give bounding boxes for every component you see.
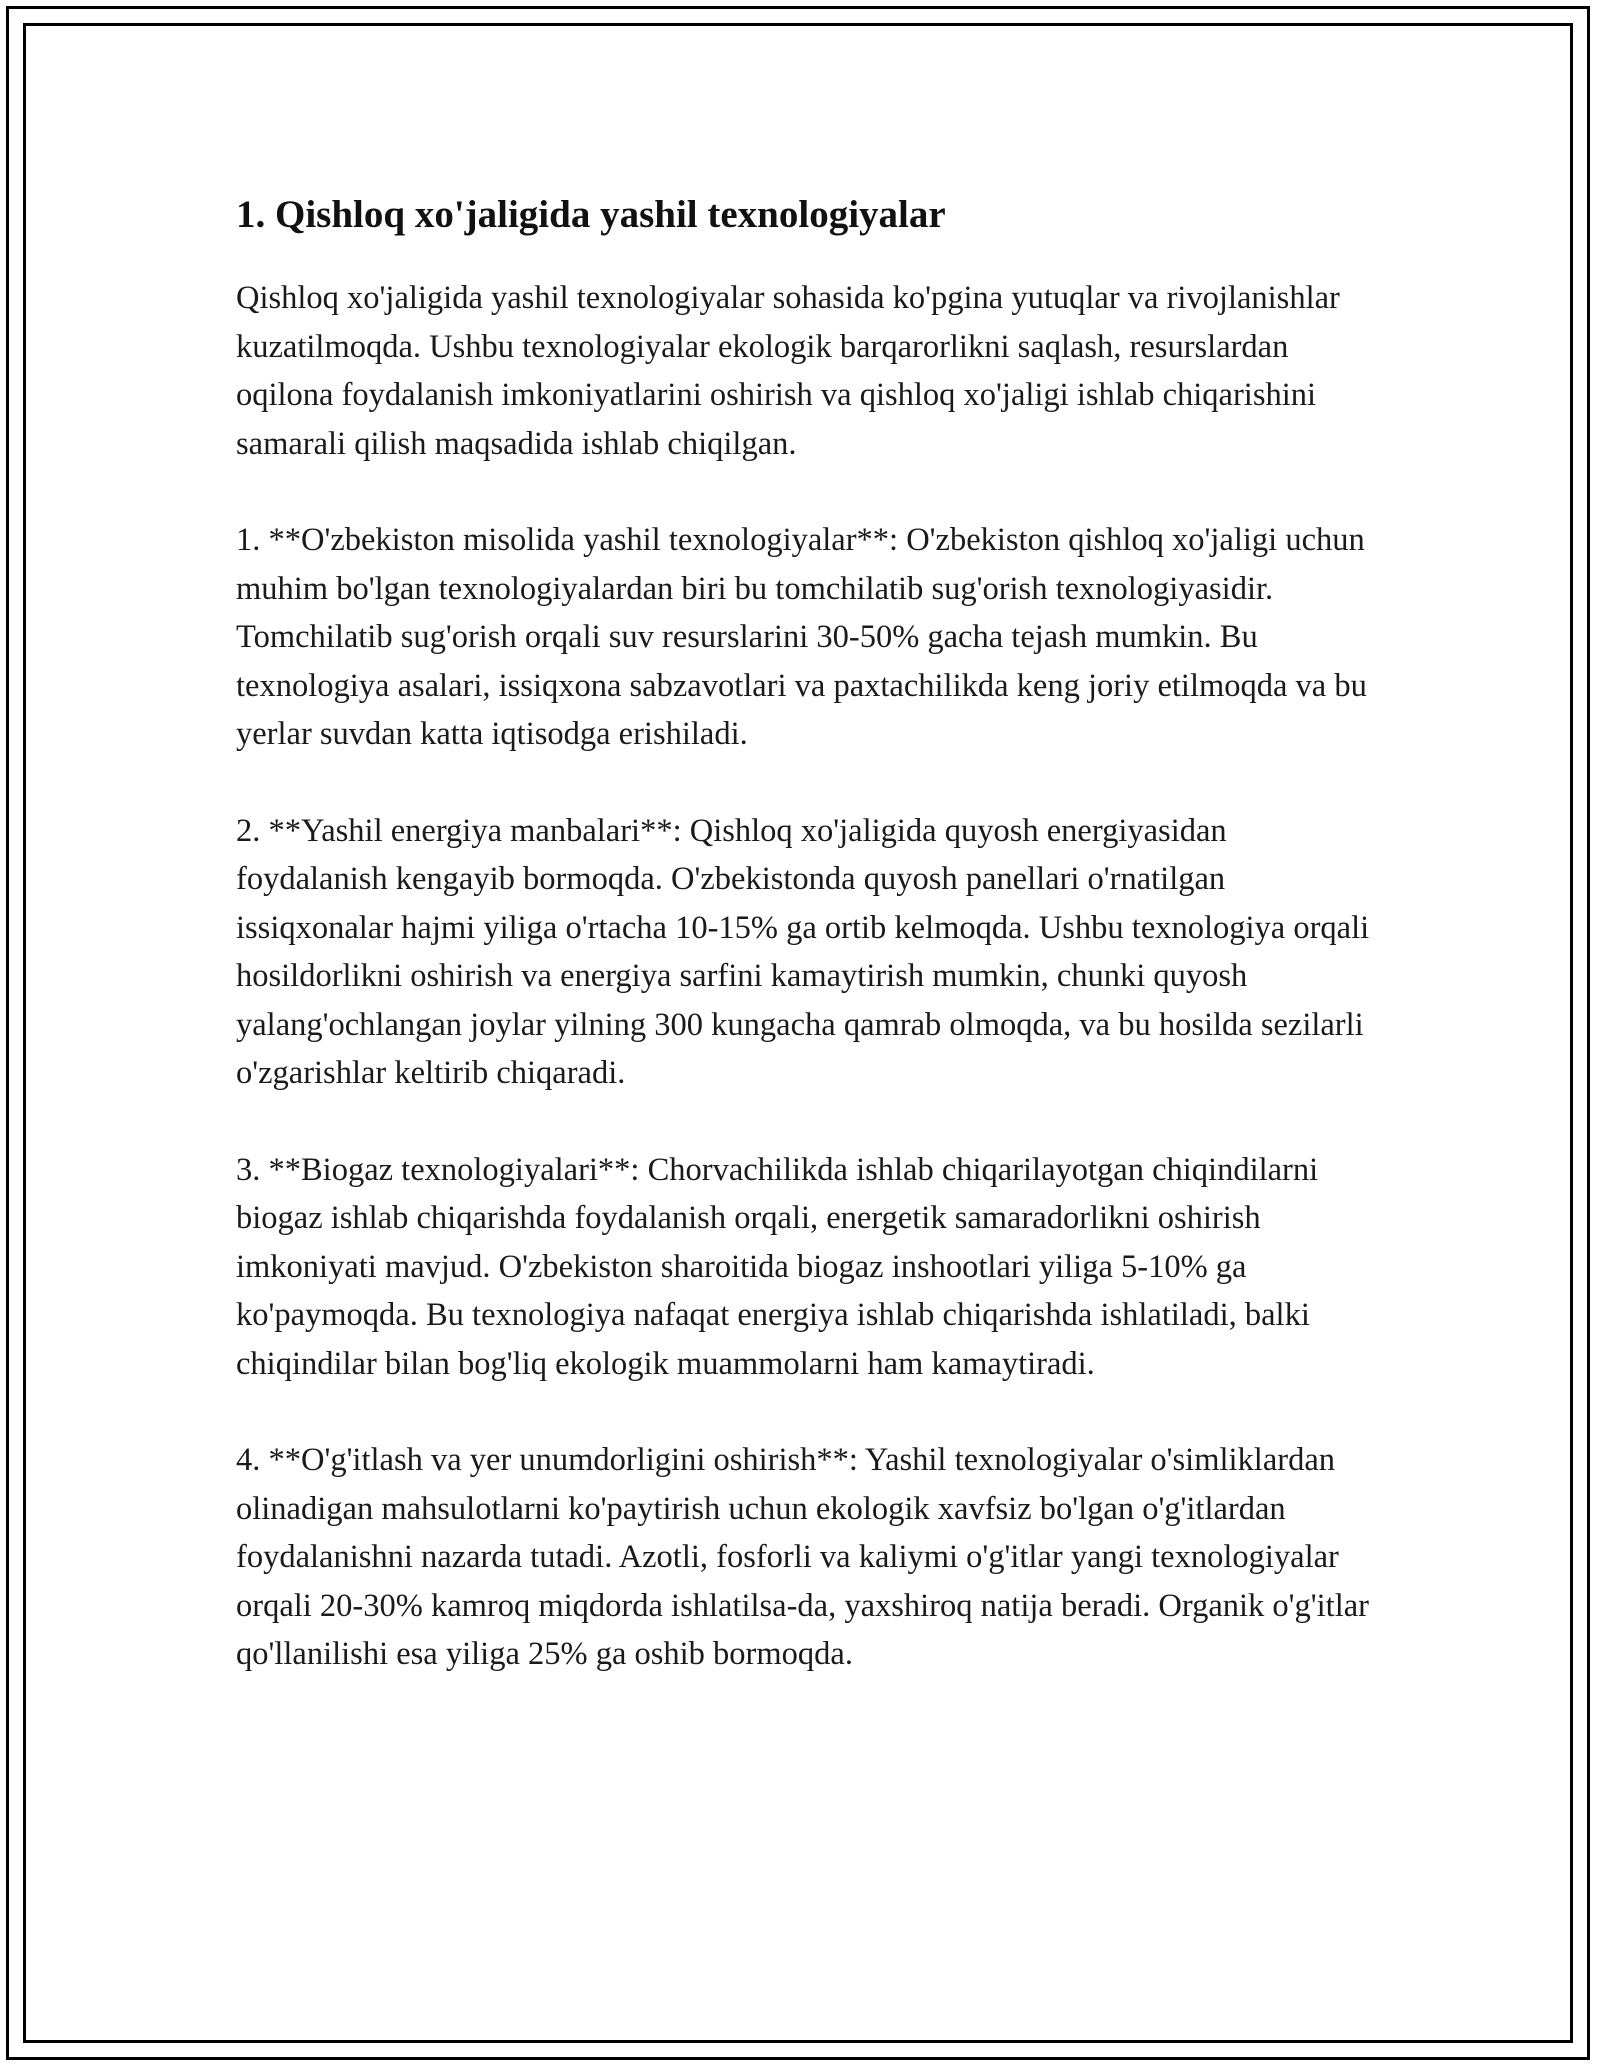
paragraph-biogas: 3. **Biogaz texnologiyalari**: Chorvachilikda ishlab chiqarilayotgan chiqindilarni biogaz ishlab chiqarishda foydalanish orqali, energetik samaradorlikni oshirish imkoniyati mavjud. O'zbekiston sharoitida biogaz inshootlari yiliga 5-10% ga ko'paymoqda. Bu texnologiya nafaqat energiya ishlab chiqarishda ishlatiladi, balki chiqindilar bilan bog'liq ekologik muammolarni ham kamaytiradi. [236,1151,1319,1382]
intro-paragraph: Qishloq xo'jaligida yashil texnologiyalar sohasida ko'pgina yutuqlar va rivojlanishlar kuzatilmoqda. Ushbu texnologiyalar ekologik barqarorlikni saqlash, resurslardan oqilona foydalanish imkoniyatlarini oshirish va qishloq xo'jaligi ishlab chiqarishini samarali qilish maqsadida ishlab chiqilgan. [236,280,1340,462]
document-body [236,188,1376,1727]
paragraph-green-energy: 2. **Yashil energiya manbalari**: Qishloq xo'jaligida quyosh energiyasidan foydalanish kengayib bormoqda. O'zbekistonda quyosh panellari o'rnatilgan issiqxonalar hajmi yiliga o'rtacha 10-15% ga ortib kelmoqda. Ushbu texnologiya orqali hosildorlikni oshirish va energiya sarfini kamaytirish mumkin, chunki quyosh yalang'ochlangan joylar yilning 300 kungacha qamrab olmoqda, va bu hosilda sezilarli o'zgarishlar keltirib chiqaradi. [236,812,1370,1091]
paragraph-drip-irrigation: 1. **O'zbekiston misolida yashil texnologiyalar**: O'zbekiston qishloq xo'jaligi uchun muhim bo'lgan texnologiyalardan biri bu tomchilatib sug'orish texnologiyasidir. Tomchilatib sug'orish orqali suv resurslarini 30-50% gacha tejash mumkin. Bu texnologiya asalari, issiqxona sabzavotlari va paxtachilikda keng joriy etilmoqda va bu yerlar suvdan katta iqtisodga erishiladi. [236,522,1367,752]
document-title: 1. Qishloq xo'jaligida yashil texnologiyalar [236,193,946,236]
paragraph-fertilization: 4. **O'g'itlash va yer unumdorligini oshirish**: Yashil texnologiyalar o'simliklardan olinadigan mahsulotlarni ko'paytirish uchun ekologik xavfsiz bo'lgan o'g'itlardan foydalanishni nazarda tutadi. Azotli, fosforli va kaliymi o'g'itlar yangi texnologiyalar orqali 20-30% kamroq miqdorda ishlatilsa-da, yaxshiroq natija beradi. Organik o'g'itlar qo'llanilishi esa yiliga 25% ga oshib bormoqda. [236,1442,1369,1672]
